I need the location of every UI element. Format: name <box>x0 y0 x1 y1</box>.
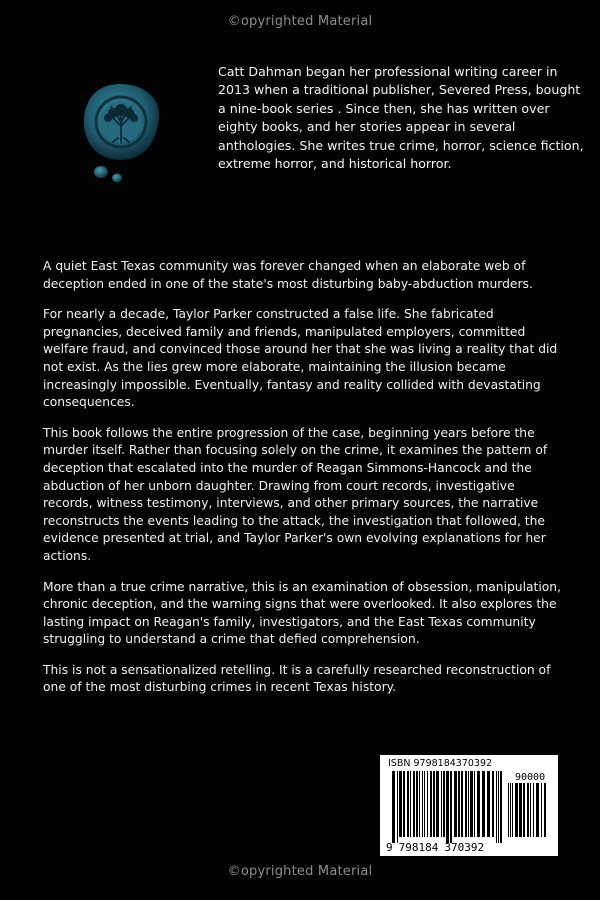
barcode-bar <box>523 783 525 837</box>
barcode-bar <box>410 771 411 837</box>
description-paragraph: A quiet East Texas community was forever changed when an elaborate web of deception ended in one of the state's most disturbing baby-abduction murders. <box>43 259 533 291</box>
barcode-bar <box>392 771 395 843</box>
barcode-bar <box>544 783 546 837</box>
barcode-bar <box>498 771 499 843</box>
barcode-bar <box>477 771 480 837</box>
barcode-bar <box>413 771 415 837</box>
description-paragraph: More than a true crime narrative, this is an examination of obsession, manipulation, chronic deception, and the warning signs that were overlooked. It also explores the lasting impact on Reagan's family, investigators, and the East Texas community struggling to understand a crime that defied comprehension. <box>43 579 562 647</box>
barcode-bar <box>441 771 442 837</box>
barcode-bar <box>433 771 435 837</box>
barcode-bar <box>512 783 513 837</box>
barcode-bar <box>468 771 469 837</box>
barcode-bar <box>515 783 518 837</box>
description-paragraph: This book follows the entire progression of the case, beginning years before the murder itself. Rather than focusing solely on the crime, it examines the pattern of deception that escalated into the murder of Reagan Simmons-Hancock and the abduction of her unborn daughter. Drawing from court records, investigative records, witness testimony, interviews, and other primary sources, the narrative reconstructs the events leading to the attack, the investigation that followed, the evidence presented at trial, and Taylor Parker's own evolving explanations for her actions. <box>43 425 548 563</box>
barcode-bar <box>541 783 542 837</box>
barcode-bar <box>446 771 449 843</box>
isbn-barcode <box>380 755 558 856</box>
barcode-bar <box>436 771 439 837</box>
barcode-digit-group: 9 <box>386 841 393 854</box>
barcode-bar <box>510 783 511 837</box>
barcode-bar <box>397 771 398 843</box>
barcode-bar <box>407 771 409 837</box>
barcode-addon-bars <box>508 783 550 843</box>
barcode-bar <box>508 783 509 837</box>
barcode-bar <box>500 771 502 843</box>
price-code: 90000 <box>515 772 546 783</box>
barcode-bar <box>458 771 460 837</box>
barcode-bar <box>422 771 423 837</box>
barcode-bar <box>403 771 405 837</box>
book-description <box>43 258 565 710</box>
barcode-bar <box>465 771 467 837</box>
barcode-bar <box>424 771 425 837</box>
barcode-bar <box>530 783 531 837</box>
barcode-bar <box>416 771 418 837</box>
barcode-bar <box>519 783 522 837</box>
description-paragraph: For nearly a decade, Taylor Parker constructed a false life. She fabricated pregnancies, deceived family and friends, manipulated employers, committed welfare fraud, and convinced those around her that she was living a reality that did not exist. As the lies grew more elaborate, maintaining the illusion became increasingly impossible. Eventually, fantasy and reality collided with devastating consequences. <box>43 307 558 410</box>
barcode-bar <box>430 771 432 837</box>
copyright-watermark-top: ©opyrighted Material <box>227 14 373 29</box>
barcode-bar <box>399 771 402 837</box>
barcode-bar <box>487 771 490 837</box>
wax-seal-tree-icon <box>80 80 162 188</box>
barcode-bar <box>474 771 475 837</box>
barcode-bar <box>492 771 494 837</box>
barcode-bar <box>450 771 452 843</box>
description-paragraph: This is not a sensationalized retelling. It is a carefully researched reconstruction of one of the most disturbing crimes in recent Texas history. <box>43 662 551 695</box>
isbn-label: ISBN 9798184370392 <box>388 758 493 769</box>
barcode-bars <box>392 771 504 843</box>
barcode-bar <box>536 783 539 837</box>
barcode-bar <box>527 783 529 837</box>
barcode-bar <box>482 771 485 837</box>
barcode-bar <box>427 771 428 837</box>
barcode-digits <box>386 841 514 854</box>
barcode-digit-group: 370392 <box>444 841 485 854</box>
author-bio: Catt Dahman began her professional writing career in 2013 when a traditional publisher, Severed Press, bought a nine-book series . Since then, she has written over eighty books, and her stories appear in several anthologies. She writes true crime, horror, science fiction, extreme horror, and historical horror. <box>218 64 584 172</box>
copyright-watermark-bottom: ©opyrighted Material <box>227 864 373 879</box>
barcode-bar <box>533 783 534 837</box>
barcode-bar <box>454 771 457 837</box>
barcode-bar <box>419 771 420 837</box>
barcode-bar <box>443 771 445 837</box>
barcode-bar <box>461 771 463 837</box>
barcode-digit-group: 798184 <box>398 841 439 854</box>
barcode-bar <box>470 771 473 837</box>
barcode-bar <box>496 771 497 843</box>
